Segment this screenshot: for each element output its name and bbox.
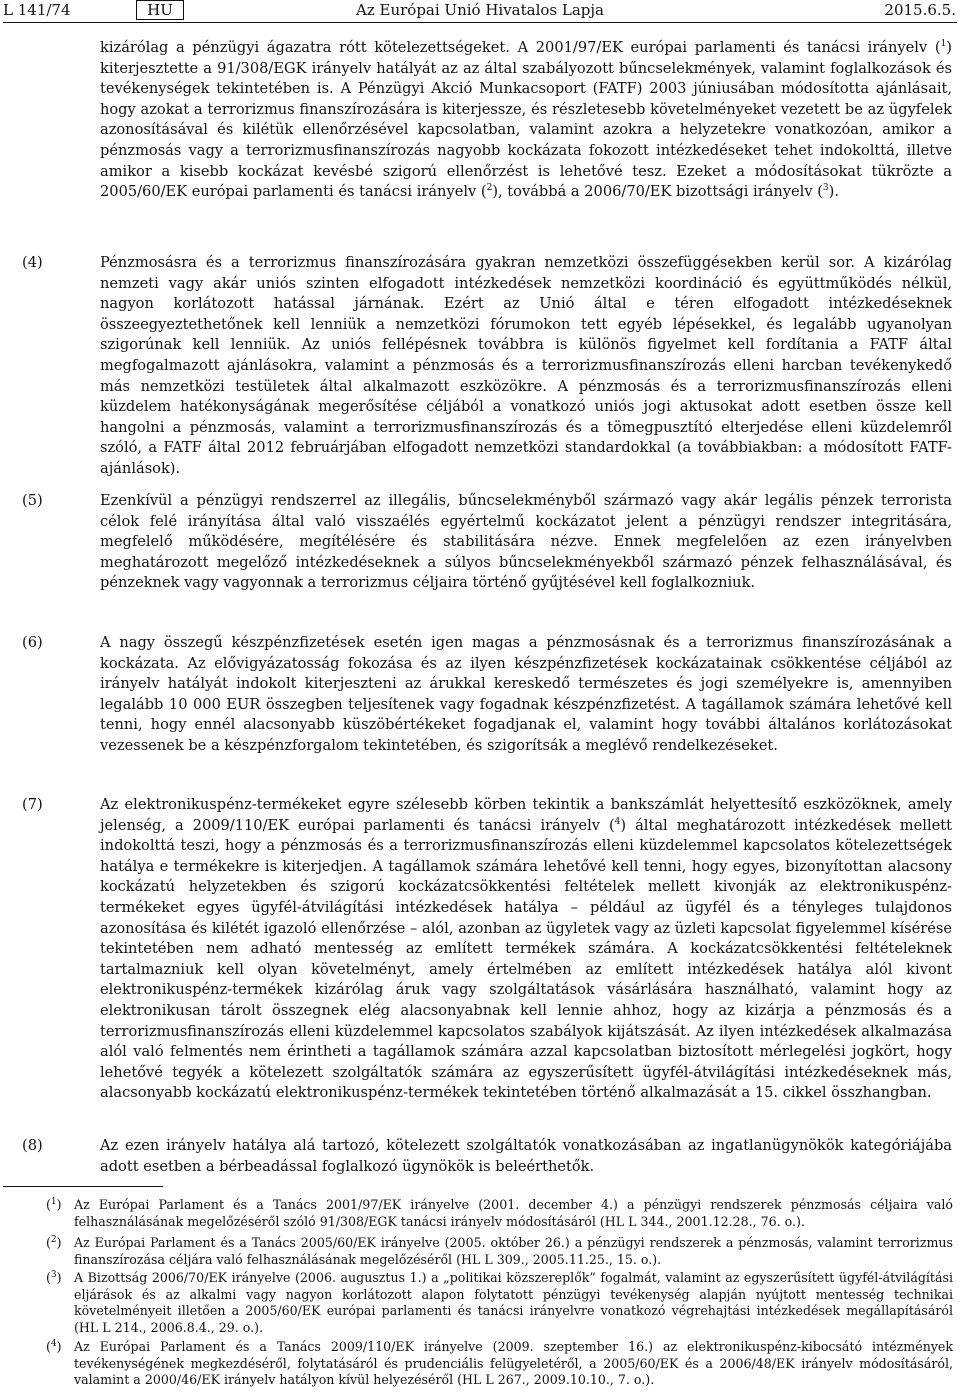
- footnote-ref-1[interactable]: 1: [940, 39, 947, 50]
- footnote-4: Az Európai Parlament és a Tanács 2009/110/EK irányelve (2009. szeptember 16.) az elektronikuspénz-kibocsátó intézmények tevékenységének megkezdéséről, folytatásáról és prudenciális felügyeletéről, a 2005/60/EK és a 2006/48/EK irányelv módosításáról, valamint a 2000/46/EK irányelv hatályon kívül helyezéséről (HL L 267., 2009.10.10., 7. o.).: [74, 1339, 953, 1388]
- footnote-2: Az Európai Parlament és a Tanács 2005/60/EK irányelve (2005. október 26.) a pénzügyi rendszerek a pénzmosás, valamint terrorizmus finanszírozása céljára való felhasználásának megelőzéséről (HL L 309., 2005.11.25., 15. o.).: [74, 1235, 953, 1267]
- publication-date: 2015.6.5.: [884, 1, 956, 19]
- footnote-1-mark: ($^1$): [46, 1196, 62, 1212]
- recital-5-number: (5): [22, 492, 43, 509]
- recital-8-text: Az ezen irányelv hatálya alá tartozó, kötelezett szolgáltatók vonatkozásában az ingatlanügynökök kategóriájába adott esetben a bérbeadással foglalkozó ügynökök is beleérthetők.: [100, 1137, 952, 1175]
- recital-6-number: (6): [22, 634, 43, 651]
- recital-7-number: (7): [22, 796, 43, 813]
- footnote-3-mark: ($^3$): [46, 1269, 62, 1285]
- recital-4-number: (4): [22, 254, 43, 271]
- page-header: [0, 0, 960, 22]
- recital-7-text: Az elektronikuspénz-termékeket egyre szélesebb körben tekintik a bankszámlát helyettesítő eszközöknek, amely jelenség, a 2009/110/EK európai parlamenti és tanácsi irányelv ($^4$) által meghatározott intézkedések mellett indokolttá teszi, hogy a pénzmosás és a terrorizmusfinanszírozás elleni küzdelemmel kapcsolatos kötelezettségek hatálya e termékekre is kiterjedjen. A tagállamok számára lehetővé kell tenni, hogy egyes, bizonyítottan alacsony kockázatú helyzetekben és szigorú kockázatcsökkentési feltételek mellett kivonják az elektronikuspénz-termékeket egyes ügyfél-átvilágítási intézkedések hatálya – például az ügyfél és a tényleges tulajdonos azonosítása és kilétét igazoló ellenőrzése – alól, azonban az ügyletek vagy az üzleti kapcsolat figyelemmel kísérése tekintetében nem adható mentesség az említett termékek számára. A kockázatcsökkentési feltételeknek tartalmazniuk kell olyan követelményt, amely értelmében az említett intézkedések hatálya alól kivont elektronikuspénz-termékek kizárólag áruk vagy szolgáltatások vásárlására használható, valamint hogy az elektronikusan tárolt összegnek elég alacsonyabnak kell lennie ahhoz, hogy az kizárja a pénzmosás és a terrorizmusfinanszírozás elleni küzdelemmel kapcsolatos szabályok kijátszását. Az ilyen intézkedések alkalmazása alól való felmentés nem érintheti a tagállamok számára azzal kapcsolatban biztosított mérlegelési jogkört, hogy lehetővé tegyék a kötelezett szolgáltatók számára az egyszerűsített ügyfél-átvilágítási intézkedéseknek más, alacsonyabb kockázatú elektronikuspénz-termékek tekintetében történő alkalmazását a 15. cikkel összhangban.: [100, 796, 952, 1102]
- recital-3-continuation: kizárólag a pénzügyi ágazatra rótt kötelezettségeket. A 2001/97/EK európai parlamenti és tanácsi irányelv ($^1$) kiterjesztette a 91/308/EGK irányelv hatályát az az által szabályozott bűncselekmények, valamint foglalkozások és tevékenységek tekintetében is. A Pénzügyi Akció Munkacsoport (FATF) 2003 júniusában módosította ajánlásait, hogy azokat a terrorizmus finanszírozására is kiterjessze, és részletesebb követelményeket vezetett be az ügyfelek azonosításával és kilétük ellenőrzésével kapcsolatban, valamint azokra a helyzetekre vonatkozóan, amikor a pénzmosás vagy a terrorizmusfinanszírozás nagyobb kockázata fokozott intézkedéseket tehet indokolttá, illetve amikor a kisebb kockázat kevésbé szigorú ellenőrzést is lehetővé tesz. Ezeket a módosításokat tükrözte a 2005/60/EK európai parlamenti és tanácsi irányelv ($^2$), továbbá a 2006/70/EK bizottsági irányelv ($^3$).: [100, 39, 952, 201]
- language-badge: HU: [136, 0, 184, 20]
- recital-8-number: (8): [22, 1137, 43, 1154]
- footnote-ref-3[interactable]: 3: [822, 183, 829, 194]
- footnote-2-mark: ($^2$): [46, 1234, 62, 1250]
- footnote-1: Az Európai Parlament és a Tanács 2001/97/EK irányelve (2001. december 4.) a pénzügyi rendszerek pénzmosás céljaira való felhasználásának megelőzéséről szóló 91/308/EGK tanácsi irányelv módosításáról (HL L 344., 2001.12.28., 76. o.).: [74, 1197, 953, 1229]
- journal-title: Az Európai Unió Hivatalos Lapja: [356, 1, 604, 19]
- page-reference: L 141/74: [3, 1, 71, 19]
- recital-5-text: Ezenkívül a pénzügyi rendszerrel az illegális, bűncselekményből származó vagy akár legális pénzek terrorista célok felé irányítása által való visszaélés egyértelmű kockázatot jelent a pénzügyi rendszer integritására, megfelelő működésére, megítélésére és stabilitására nézve. Ennek megfelelően az ezen irányelvben meghatározott megelőző intézkedéseknek a súlyos bűncselekményekből származó pénzek felhasználásával, és pénzeknek vagy vagyonnak a terrorizmus céljaira történő gyűjtésével kell foglalkozniuk.: [100, 492, 952, 592]
- footnote-ref-2[interactable]: 2: [486, 183, 493, 194]
- recital-4-text: Pénzmosásra és a terrorizmus finanszírozására gyakran nemzetközi összefüggésekben kerül sor. A kizárólag nemzeti vagy akár uniós szinten elfogadott intézkedések nemzetközi koordináció és együttműködés nélkül, nagyon korlátozott hatással járnának. Ezért az Unió által e téren elfogadott intézkedéseknek összeegyeztethetőnek kell lenniük a nemzetközi fórumokon tett egyéb lépésekkel, és legalább ugyanolyan szigorúnak kell lenniük. Az uniós fellépésnek továbbra is különös figyelmet kell fordítania a FATF által megfogalmazott ajánlásokra, valamint a pénzmosás és a terrorizmusfinanszírozás elleni harcban tevékenykedő más nemzetközi testületek által alkalmazott eszközökre. A pénzmosás és a terrorizmusfinanszírozás elleni küzdelem hatékonyságának megerősítése céljából a vonatkozó uniós jogi aktusokat adott esetben össze kell hangolni a pénzmosás, valamint a terrorizmusfinanszírozás és a tömegpusztító elterjedése elleni küzdelemről szóló, a FATF által 2012 februárjában elfogadott nemzetközi standardokkal (a továbbiakban: a módosított FATF-ajánlások).: [100, 254, 952, 477]
- header-rule: [3, 22, 957, 23]
- recital-6-text: A nagy összegű készpénzfizetések esetén igen magas a pénzmosásnak és a terrorizmus finanszírozásának a kockázata. Az elővigyázatosság fokozása és az ilyen készpénzfizetések kockázatainak csökkentése céljából az irányelv hatályát indokolt kiterjeszteni az árukkal kereskedő természetes és jogi személyekre is, amennyiben legalább 10 000 EUR összegben teljesítenek vagy fogadnak készpénzfizetést. A tagállamok számára lehetővé kell tenni, hogy ennél alacsonyabb küszöbértékeket fogadjanak el, valamint hogy további általános korlátozásokat vezessenek be a készpénzforgalom tekintetében, és szigorítsák a meglévő rendelkezéseket.: [100, 634, 952, 754]
- footnote-3: A Bizottság 2006/70/EK irányelve (2006. augusztus 1.) a „politikai közszereplők” fogalmát, valamint az egyszerűsített ügyfél-átvilágítási eljárások és az alkalmi vagy nagyon korlátozott alapon folytatott pénzügyi tevékenység alapján nyújtott mentesség technikai követelményeit illetően a 2005/60/EK európai parlamenti és tanácsi irányelvre vonatkozó végrehajtási intézkedések megállapításáról (HL L 214., 2006.8.4., 29. o.).: [74, 1270, 953, 1336]
- footnote-4-mark: ($^4$): [46, 1338, 62, 1354]
- footnote-ref-4[interactable]: 4: [614, 816, 621, 827]
- footnote-rule: [3, 1186, 163, 1187]
